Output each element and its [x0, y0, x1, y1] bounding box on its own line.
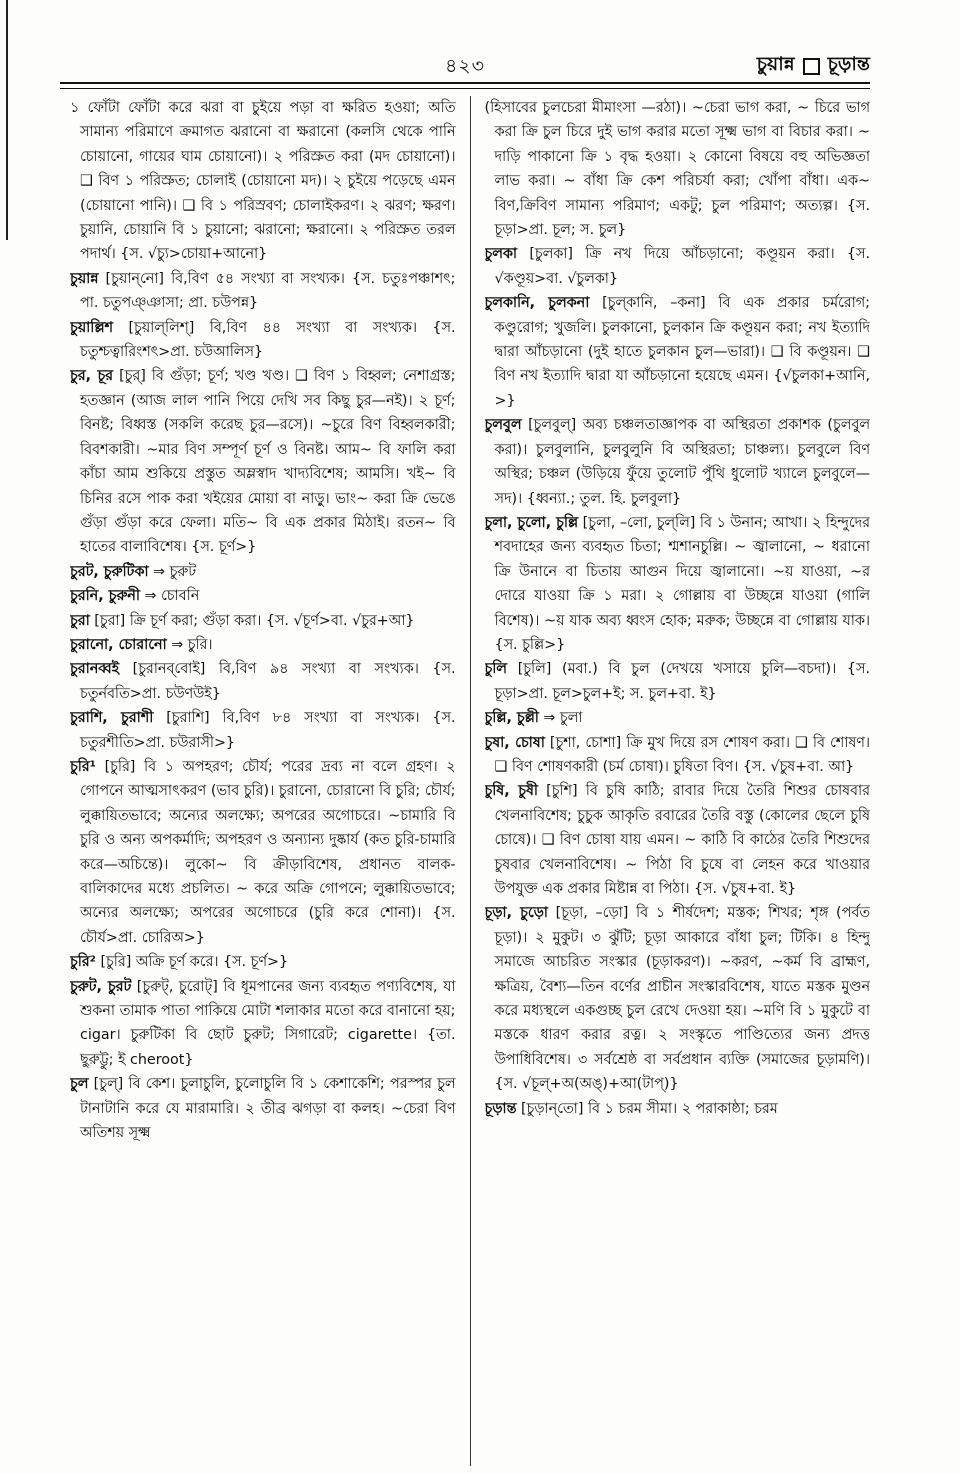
dictionary-entry — [70, 706, 456, 755]
entry-headword: চুষা, চোষা — [484, 734, 545, 751]
entry-definition: [চুরানব্‌বোই] বি,বিণ ৯৪ সংখ্যা বা সংখ্যক। {স. চতুর্নবতি>প্রা. চউণউই} — [80, 661, 456, 702]
entry-definition: (হিসাবের চুলচেরা মীমাংসা —রঠা)। ~চেরা ভাগ করা, ~ চিরে ভাগ করা ক্রি চুল চিরে দুই ভাগ করার মতো সূক্ষ্ম ভাগ বা বিচার করা। ~ দাড়ি পাকানো ক্রি ১ বৃদ্ধ হওয়া। ২ কোনো বিষয়ে বহু অভিজ্ঞতা লাভ করা। ~ বাঁধা ক্রি কেশ পরিচর্যা করা; খোঁপা বাঁধা। এক~ বিণ,ক্রিবিণ সামান্য পরিমাণ; একটু; চুল পরিমাণ; অত্যল্প। {স. চূড়া>প্রা. চূল; স. চুল} — [484, 100, 870, 239]
entry-definition: [চুলবুল্] অব্য চঞ্চলতাজ্ঞাপক বা অস্থিরতা প্রকাশক (চুলবুল করা)। চুলবুলানি, চুলবুলুনি বি অস্থিরতা; চাঞ্চল্য। চুলবুলে বিণ অস্থির; চঞ্চল (উড়িয়ে ফুঁয়ে তুলোট পুঁথি ধুলোট খ্যালে চুলবুলে—সদ)। {ধ্বন্যা.; তুল. হি. চুলবুলা} — [494, 417, 870, 507]
entry-headword: চুলি — [484, 661, 507, 678]
dictionary-entry — [70, 1072, 456, 1145]
entry-headword: চুয়াল্লিশ — [70, 319, 114, 336]
entry-definition: [চুল্‌কানি, –কনা] বি এক প্রকার চর্মরোগ; কণ্ডুরোগ; খুজলি। চুলকানো, চুলকান ক্রি কণ্ডূয়ন করা; নখ ইত্যাদি দ্বারা আঁচড়ানো (দুই হাতে চুলকান চুল—ভারা)। ❑ বি কণ্ডূয়ন। ❑ বিণ নখ ইত্যাদি দ্বারা যা আঁচড়ানো হয়েছে এমন। {√চুলকা+আনি, >} — [494, 295, 870, 409]
entry-definition: ⇒ চুলা — [543, 710, 583, 727]
page-header — [60, 50, 870, 80]
entry-definition: [চুর্] বি গুঁড়া; চূর্ণ; খণ্ড খণ্ড। ❑ বিণ ১ বিহ্বল; নেশাগ্রস্ত; হতজ্ঞান (আজ লাল পানি পিয়ে দেখি সব কিছু চুর—নই)। ২ চূর্ণ; বিনষ্ট; বিধ্বস্ত (সকলি করেছ চুর—রসে)। ~চুরে বিণ বিহ্বলকারী; বিবশকারী। ~মার বিণ সম্পূর্ণ চূর্ণ ও বিনষ্ট। আম~ বি ফালি করা কাঁচা আম শুকিয়ে প্রস্তুত অম্লস্বাদ খাদ্যবিশেষ; আমসি। খই~ বি চিনির রসে পাক করা খইয়ের মোয়া বা নাড়ু। ভাং~ করা ক্রি ভেঙে গুঁড়া গুঁড়া করে ফেলা। মতি~ বি এক প্রকার মিঠাই। রতন~ বি হাতের বালাবিশেষ। {স. চূর্ণ>} — [80, 368, 456, 556]
page-number: ৪২৩ — [444, 55, 486, 77]
header-rule — [60, 82, 870, 89]
entry-headword: চূড়ান্ত — [484, 1100, 517, 1117]
dictionary-entry — [70, 584, 456, 608]
entry-headword: চুরট, চুরুটিকা — [70, 563, 149, 580]
dictionary-entry — [70, 755, 456, 950]
entry-headword: চুলকানি, চুলকনা — [484, 295, 590, 312]
entry-definition: [চুলা, –লো, চুল্‌লি] বি ১ উনান; আখা। ২ হিন্দুদের শবদাহের জন্য ব্যবহৃত চিতা; শ্মশানচুল্লি। ~ জ্বালানো, ~ ধরানো ক্রি উনানে বা চিতায় আগুন দিয়ে জ্বালানো। ~য় যাওয়া, ~র দোরে যাওয়া ক্রি ১ মরা। ২ গোল্লায় বা উচ্ছন্নে যাওয়া (গালি বিশেষ)। ~য় যাক অব্য ধ্বংস হোক; মরুক; উচ্ছন্নে বা গোল্লায় যাক। {স. চুল্লি>} — [494, 514, 870, 653]
left-column — [70, 96, 456, 1466]
dictionary-entry — [70, 633, 456, 657]
entry-headword: চুল — [70, 1076, 89, 1093]
entry-definition: [চুড়ান্‌তো] বি ১ চরম সীমা। ২ পরাকাষ্ঠা; চরম — [520, 1100, 778, 1117]
dictionary-entry — [485, 779, 871, 901]
entry-headword: চুল্লি, চুল্লী — [484, 710, 539, 727]
dictionary-entry — [485, 901, 871, 1096]
dictionary-entry — [485, 731, 871, 780]
entry-definition: [চুরুট্, চুরোট্] বি ধূমপানের জন্য ব্যবহৃত পণ্যবিশেষ, যা শুকনা তামাক পাতা পাকিয়ে মোটা শলাকার মতো করে বানানো হয়; cigar। চুরুটিকা বি ছোট চুরুট; সিগারেট; cigarette। {তা. ছুরুট্টু; ই cheroot} — [80, 978, 456, 1068]
dictionary-entry — [485, 706, 871, 730]
entry-headword: চুলবুল — [484, 417, 522, 434]
entry-headword: চুরাশি, চুরাশী — [70, 710, 154, 727]
guide-words — [757, 50, 870, 82]
entry-headword: চুরি² — [70, 954, 96, 971]
dictionary-entry — [70, 657, 456, 706]
column-divider — [470, 96, 471, 1466]
dictionary-entry — [70, 609, 456, 633]
entry-headword: চুর, চূর — [70, 368, 114, 385]
dictionary-entry — [485, 413, 871, 511]
entry-headword: চুয়ান্ন — [70, 270, 99, 287]
square-separator-icon — [803, 58, 820, 75]
dictionary-entry — [70, 975, 456, 1073]
entry-headword: চুলা, চুলো, চুল্লি — [484, 514, 579, 531]
entry-columns — [70, 96, 870, 1466]
entry-definition: [চুলকা] ক্রি নখ দিয়ে আঁচড়ানো; কণ্ডূয়ন করা। {স. √কণ্ডূয়>বা. √চুলকা} — [494, 246, 870, 287]
entry-definition: ⇒ চোবনি — [144, 588, 200, 605]
entry-headword: চুরানব্বই — [70, 661, 120, 678]
dictionary-entry — [485, 242, 871, 291]
entry-definition: [চুরি] অক্রি চূর্ণ করে। {স. চূর্ণ>} — [100, 954, 289, 971]
entry-headword: চুরানো, চোরানো — [70, 636, 167, 653]
entry-headword: চুরুট, চুরট — [70, 978, 132, 995]
entry-headword: চূড়া, চুড়ো — [484, 905, 548, 922]
right-column — [485, 96, 871, 1466]
dictionary-entry — [485, 291, 871, 413]
dictionary-entry — [485, 511, 871, 657]
guide-word-start: চুয়ান্ন — [756, 53, 795, 75]
dictionary-entry — [485, 657, 871, 706]
entry-definition: ⇒ চুরুট — [153, 563, 197, 580]
entry-definition: [চুয়াল্‌লিশ্] বি,বিণ ৪৪ সংখ্যা বা সংখ্যক। {স. চতুশ্চত্বারিংশৎ>প্রা. চউআলিস} — [80, 319, 456, 361]
dictionary-entry — [70, 316, 456, 365]
entry-definition: [চুরি] বি ১ অপহরণ; চৌর্য; পরের দ্রব্য না বলে গ্রহণ। ২ গোপনে আত্মসাৎকরণ (ভাব চুরি)। চুরানো, চোরানো বি চুরি; চৌর্য; লুক্কায়িতভাবে; অন্যের অলক্ষ্যে; অপরের অগোচরে। ~চামারি বি চুরি ও অন্য অপকর্মাদি; অপহরণ ও অন্যান্য দুষ্কার্য (কত চুরি-চামারি করে—অচিন্তে)। লুকো~ বি ক্রীড়াবিশেষ, প্রধানত বালক-বালিকাদের মধ্যে প্রচলিত। ~ করে অক্রি গোপনে; লুক্কায়িতভাবে; অন্যের অলক্ষ্যে; অপরের অগোচরে (চুরি করে শোনা)। {স. চৌর্য>প্রা. চোরিঅ>} — [80, 758, 456, 946]
entry-headword: চুলকা — [484, 246, 518, 263]
dictionary-entry — [70, 96, 456, 267]
entry-headword: চুরা — [70, 612, 90, 629]
guide-word-end: চূড়ান্ত — [827, 53, 870, 75]
entry-definition: [চুরা] ক্রি চূর্ণ করা; গুঁড়া করা। {স. √চূর্ণ>বা. √চুর+আ} — [94, 612, 415, 629]
entry-headword: চুষি, চুষী — [484, 783, 538, 800]
entry-headword: চুরনি, চুরুনী — [70, 588, 140, 605]
dictionary-entry — [485, 96, 871, 242]
entry-definition: ১ ফোঁটা ফোঁটা করে ঝরা বা চুইয়ে পড়া বা ক্ষরিত হওয়া; অতি সামান্য পরিমাণে ক্রমাগত ঝরানো বা ক্ষরানো (কলসি থেকে পানি চোয়ানো, গায়ের ঘাম চোয়ানো)। ২ পরিস্রুত করা (মদ চোয়ানো)। ❑ বিণ ১ পরিস্রুত; চোলাই (চোয়ানো মদ)। ২ চুইয়ে পড়েছে এমন (চোয়ানো পানি)। ❑ বি ১ পরিস্রবণ; চোলাইকরণ। ২ ঝরণ; ক্ষরণ। চুয়ানি, চোয়ানি বি ১ চুয়ানো; ঝরানো; ক্ষরানো। ২ পরিস্রুত তরল পদার্থ। {স. √চ্যু>চোয়া+আনো} — [70, 100, 456, 263]
dictionary-entry — [70, 950, 456, 974]
entry-headword: চুরি¹ — [70, 758, 96, 775]
entry-definition: [চূড়া, –ড়ো] বি ১ শীর্ষদেশ; মস্তক; শিখর; শৃঙ্গ (পর্বত চূড়া)। ২ মুকুট। ৩ ঝুঁটি; চূড়া আকারে বাঁধা চুল; টিকি। ৪ হিন্দু সমাজে আচরিত সংস্কার (চূড়াকরণ)। ~করণ, ~কর্ম বি ব্রাহ্মণ, ক্ষত্রিয়, বৈশ্য—তিন বর্ণের প্রাচীন সংস্কারবিশেষ, যাতে মস্তক মুণ্ডন করে মধ্যস্থলে একগুচ্ছ চুল রেখে দেওয়া হয়। ~মণি বি ১ মুকুটে বা মস্তকে ধারণ করার রত্ন। ২ সংস্কৃতে পাণ্ডিত্যের জন্য প্রদত্ত উপাধিবিশেষ। ৩ সর্বশ্রেষ্ঠ বা সর্বপ্রধান ব্যক্তি (সমাজের চূড়ামণি)। {স. √চূল্+অ(অঙ্)+আ(টাপ্)} — [494, 905, 870, 1093]
entry-definition: ⇒ চুরি। — [171, 636, 213, 653]
dictionary-entry — [70, 267, 456, 316]
entry-definition: [চুল্] বি কেশ। চুলাচুলি, চুলোচুলি বি ১ কেশাকেশি; পরস্পর চুল টানাটানি করে যে মারামারি। ২ তীব্র ঝগড়া বা কলহ। ~চেরা বিণ অতিশয় সূক্ষ্ম — [80, 1076, 456, 1142]
dictionary-entry — [70, 560, 456, 584]
entry-definition: [চুশা, চোশা] ক্রি মুখ দিয়ে রস শোষণ করা। ❑ বি শোষণ। ❑ বিণ শোষণকারী (চর্ম চোষা)। চুষিতা বিণ। {স. √চুষ+বা. আ} — [494, 734, 870, 775]
scan-margin-line — [6, 0, 8, 240]
entry-definition: [চুশি] বি চুষি কাঠি; রাবার দিয়ে তৈরি শিশুর চোষবার খেলনাবিশেষ; চুচুক আকৃতি রবারের তৈরি বস্তু (কোলের ছেলে চুষি চোষে)। ❑ বিণ চোষা যায় এমন। ~ কাঠি বি কাঠের তৈরি শিশুদের চুষবার খেলনাবিশেষ। ~ পিঠা বি চুষে বা লেহন করে খাওয়ার উপযুক্ত এক প্রকার মিষ্টান্ন বা পিঠা। {স. √চুষ+বা. ই} — [494, 783, 870, 897]
entry-definition: [চুলি] (মবা.) বি চুল (দেখয়ে খসায়ে চুলি—বচদা)। {স. চূড়া>প্রা. চূল>চুল+ই; স. চুল+বা. ই} — [494, 661, 870, 702]
dictionary-entry — [70, 364, 456, 559]
entry-definition: [চুয়ান্‌নো] বি,বিণ ৫৪ সংখ্যা বা সংখ্যক। {স. চতুঃপঞ্চাশৎ; পা. চতুপঞ্‌ঞাসা; প্রা. চউপন্ন} — [80, 270, 456, 312]
dictionary-entry — [485, 1097, 871, 1121]
entry-definition: [চুরাশি] বি,বিণ ৮৪ সংখ্যা বা সংখ্যক। {স. চতুরশীতি>প্রা. চউরাসী>} — [80, 710, 456, 751]
